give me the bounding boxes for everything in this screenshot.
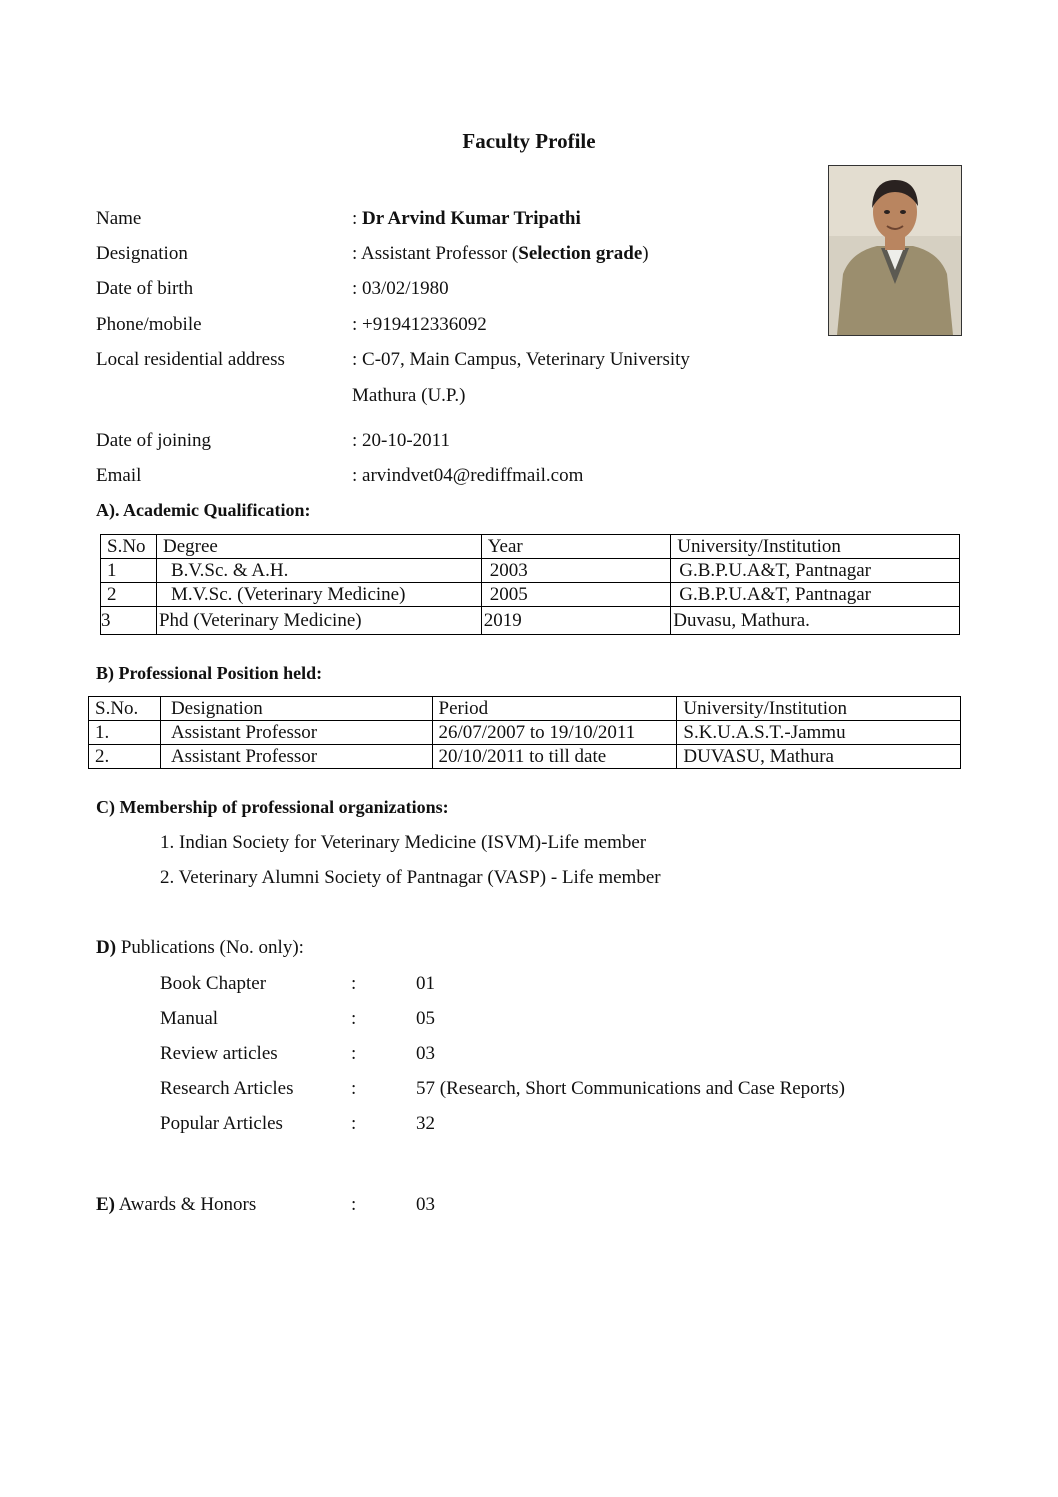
section-d-title: Publications (No. only):	[116, 937, 304, 958]
table-row	[89, 745, 961, 769]
table-header-cell: Year	[481, 535, 671, 559]
table-cell: G.B.P.U.A&T, Pantnagar	[671, 583, 960, 607]
publication-label: Review articles	[160, 1043, 278, 1064]
profile-photo	[828, 165, 962, 336]
publication-value: 05	[416, 1008, 435, 1029]
table-cell: B.V.Sc. & A.H.	[156, 559, 481, 583]
table-cell: 2019	[481, 607, 671, 635]
table-cell: M.V.Sc. (Veterinary Medicine)	[156, 583, 481, 607]
address-label: Local residential address	[96, 349, 285, 370]
publication-colon: :	[351, 973, 357, 994]
designation-label: Designation	[96, 243, 188, 264]
table-row	[101, 583, 960, 607]
table-cell: Assistant Professor	[160, 721, 432, 745]
dob-label: Date of birth	[96, 278, 194, 299]
designation-prefix: : Assistant Professor (	[352, 243, 519, 264]
page-title: Faculty Profile	[462, 129, 596, 153]
table-cell: 2003	[481, 559, 671, 583]
email-value: : arvindvet04@rediffmail.com	[352, 465, 584, 486]
publication-value: 57 (Research, Short Communications and Case Reports)	[416, 1078, 846, 1099]
publication-colon: :	[351, 1113, 357, 1134]
table-header-row	[89, 697, 961, 721]
name-prefix: :	[352, 208, 363, 229]
phone-label: Phone/mobile	[96, 314, 202, 335]
section-e-marker: E)	[96, 1194, 115, 1215]
publication-label: Book Chapter	[160, 973, 267, 994]
list-item: 1. Indian Society for Veterinary Medicine (ISVM)-Life member	[160, 832, 647, 853]
table-header-cell: University/Institution	[671, 535, 960, 559]
table-cell: 3	[101, 607, 157, 635]
table-header-cell: Degree	[156, 535, 481, 559]
publication-value: 01	[416, 973, 435, 994]
table-header-cell: Designation	[160, 697, 432, 721]
table-cell: Assistant Professor	[160, 745, 432, 769]
publication-label: Research Articles	[160, 1078, 294, 1099]
table-cell: 2.	[89, 745, 161, 769]
publication-value: 32	[416, 1113, 435, 1134]
table-cell: 2	[101, 583, 157, 607]
table-cell: 1	[101, 559, 157, 583]
table-row	[89, 721, 961, 745]
dob-value: : 03/02/1980	[352, 278, 449, 299]
table-cell: Duvasu, Mathura.	[671, 607, 960, 635]
designation-suffix: )	[642, 243, 649, 264]
section-c-heading: C) Membership of professional organizations:	[96, 797, 449, 817]
section-d-heading	[96, 937, 304, 959]
table-header-cell: Period	[432, 697, 677, 721]
table-header-cell: S.No.	[89, 697, 161, 721]
academic-table	[100, 534, 960, 635]
table-cell: 1.	[89, 721, 161, 745]
awards-value: 03	[416, 1194, 435, 1215]
awards-colon: :	[351, 1194, 357, 1215]
designation-grade: Selection grade	[518, 243, 643, 264]
joining-label: Date of joining	[96, 430, 212, 451]
publication-colon: :	[351, 1008, 357, 1029]
table-cell: Phd (Veterinary Medicine)	[156, 607, 481, 635]
joining-value: : 20-10-2011	[352, 430, 450, 451]
section-e-title: Awards & Honors	[115, 1194, 257, 1215]
section-d-marker: D)	[96, 937, 117, 958]
name-text: Dr Arvind Kumar Tripathi	[362, 208, 581, 229]
name-label: Name	[96, 208, 142, 229]
person-photo-icon	[829, 166, 961, 335]
email-label: Email	[96, 465, 142, 486]
address-line-1: : C-07, Main Campus, Veterinary University	[352, 349, 690, 370]
table-cell: S.K.U.A.S.T.-Jammu	[677, 721, 961, 745]
designation-value	[352, 243, 649, 265]
section-a-heading: A). Academic Qualification:	[96, 500, 311, 520]
table-header-cell: S.No	[101, 535, 157, 559]
table-header-cell: University/Institution	[677, 697, 961, 721]
publication-label: Popular Articles	[160, 1113, 283, 1134]
table-cell: 2005	[481, 583, 671, 607]
table-cell: G.B.P.U.A&T, Pantnagar	[671, 559, 960, 583]
publication-colon: :	[351, 1043, 357, 1064]
table-cell: DUVASU, Mathura	[677, 745, 961, 769]
table-row	[101, 607, 960, 635]
table-cell: 20/10/2011 to till date	[432, 745, 677, 769]
section-b-heading: B) Professional Position held:	[96, 663, 323, 683]
publication-value: 03	[416, 1043, 435, 1064]
phone-value: : +919412336092	[352, 314, 487, 335]
publication-colon: :	[351, 1078, 357, 1099]
list-item: 2. Veterinary Alumni Society of Pantnagar (VASP) - Life member	[160, 867, 661, 888]
table-row	[101, 559, 960, 583]
publication-label: Manual	[160, 1008, 219, 1029]
name-value	[352, 208, 581, 230]
table-cell: 26/07/2007 to 19/10/2011	[432, 721, 677, 745]
address-line-2: Mathura (U.P.)	[352, 385, 466, 406]
positions-table	[88, 696, 961, 769]
table-header-row	[101, 535, 960, 559]
section-e-heading	[96, 1194, 256, 1216]
